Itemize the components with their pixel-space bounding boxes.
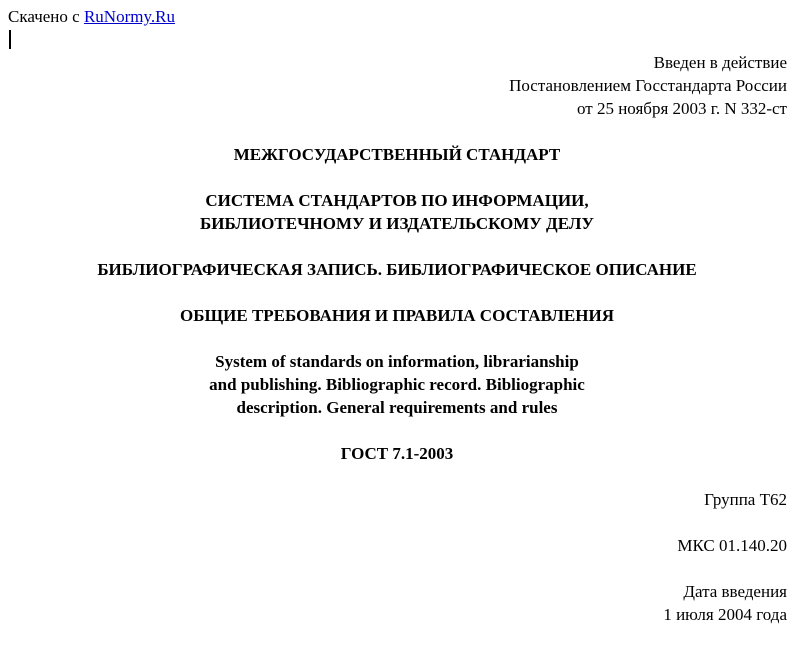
runormy-link[interactable]: RuNormy.Ru bbox=[83, 7, 175, 26]
system-heading-line-1: СИСТЕМА СТАНДАРТОВ ПО ИНФОРМАЦИИ, bbox=[205, 191, 589, 210]
gost-code: ГОСТ 7.1-2003 bbox=[340, 444, 454, 463]
english-title-line-3: description. General requirements and rules bbox=[236, 398, 558, 417]
system-heading-line-2: БИБЛИОТЕЧНОМУ И ИЗДАТЕЛЬСКОМУ ДЕЛУ bbox=[200, 214, 594, 233]
mks-label: МКС 01.140.20 bbox=[677, 536, 787, 555]
document-subtitle: ОБЩИЕ ТРЕБОВАНИЯ И ПРАВИЛА СОСТАВЛЕНИЯ bbox=[180, 306, 614, 325]
group-label: Группа Т62 bbox=[704, 490, 787, 509]
system-heading bbox=[0, 189, 794, 235]
download-note-prefix: Скачено с bbox=[8, 7, 84, 26]
intro-date-block bbox=[663, 580, 787, 626]
enacted-line-2: Постановлением Госстандарта России bbox=[509, 76, 787, 95]
english-title-line-1: System of standards on information, librarianship bbox=[215, 352, 579, 371]
text-cursor bbox=[9, 30, 11, 49]
enacted-block bbox=[509, 51, 787, 120]
standard-type-heading: МЕЖГОСУДАРСТВЕННЫЙ СТАНДАРТ bbox=[233, 145, 561, 164]
english-title-line-2: and publishing. Bibliographic record. Bibliographic bbox=[209, 375, 585, 394]
intro-date-label: Дата введения bbox=[683, 582, 787, 601]
enacted-line-3: от 25 ноября 2003 г. N 332-ст bbox=[577, 99, 787, 118]
enacted-line-1: Введен в действие bbox=[653, 53, 787, 72]
download-note bbox=[8, 5, 175, 28]
intro-date-value: 1 июля 2004 года bbox=[663, 605, 787, 624]
english-title bbox=[0, 350, 794, 419]
document-title: БИБЛИОГРАФИЧЕСКАЯ ЗАПИСЬ. БИБЛИОГРАФИЧЕСКОЕ ОПИСАНИЕ bbox=[97, 260, 697, 279]
